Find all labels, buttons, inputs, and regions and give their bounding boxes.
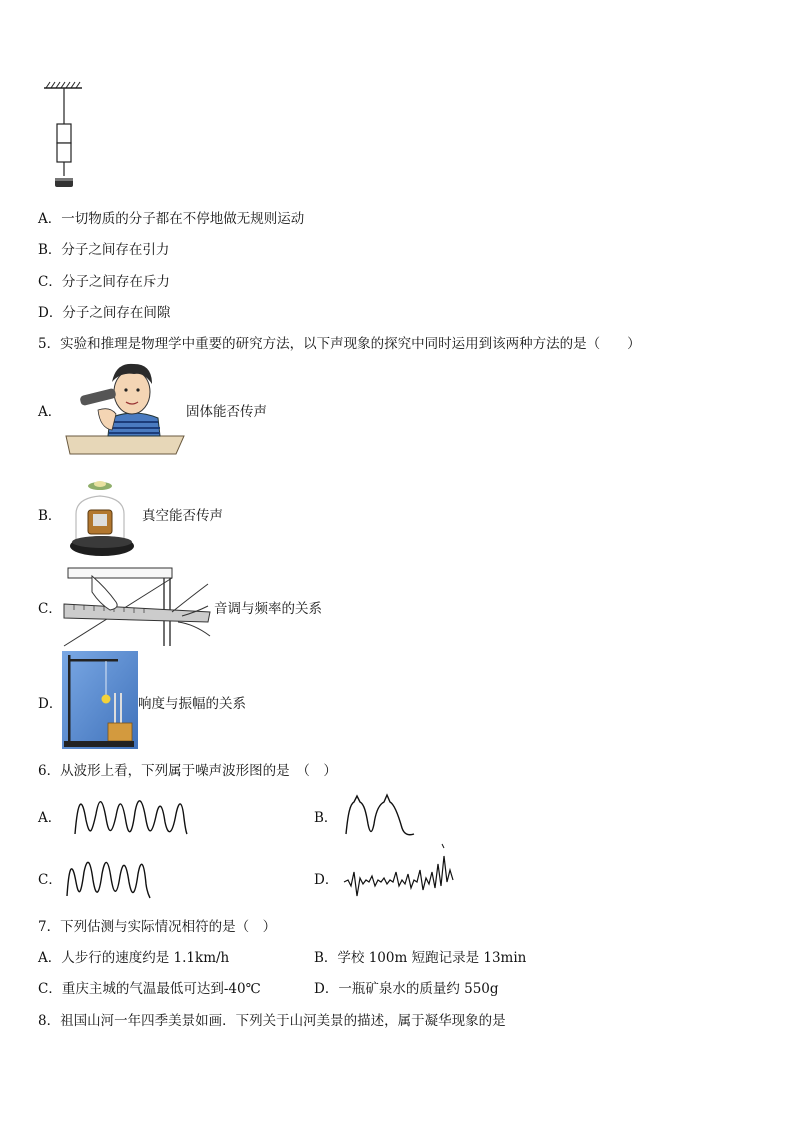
q4-option-b: B．分子之间存在引力 bbox=[38, 242, 170, 258]
tuning-fork-ball-figure bbox=[62, 651, 138, 749]
q5-option-c-label: 音调与频率的关系 bbox=[214, 601, 322, 617]
q7-option-c: C．重庆主城的气温最低可达到-40℃ bbox=[38, 981, 261, 997]
q4-option-c: C．分子之间存在斥力 bbox=[38, 274, 170, 290]
waveform-b bbox=[344, 792, 420, 838]
q5-option-d-label: 响度与振幅的关系 bbox=[138, 696, 246, 712]
q4-option-d: D．分子之间存在间隙 bbox=[38, 305, 171, 321]
q6-option-c-letter: C． bbox=[38, 872, 62, 888]
waveform-c bbox=[64, 854, 154, 900]
boy-ear-on-table-figure bbox=[64, 358, 186, 456]
q5-option-b-label: 真空能否传声 bbox=[142, 508, 223, 524]
q7-option-d: D．一瓶矿泉水的质量约 550g bbox=[314, 981, 499, 997]
q5-option-c-letter: C． bbox=[38, 601, 62, 617]
bell-jar-figure bbox=[68, 474, 142, 560]
waveform-d bbox=[342, 842, 458, 908]
q7-option-b: B．学校 100m 短跑记录是 13min bbox=[314, 950, 527, 966]
q6-option-b-letter: B． bbox=[314, 810, 338, 826]
q5-option-a-letter: A． bbox=[38, 404, 62, 420]
q5-option-a-label: 固体能否传声 bbox=[186, 404, 267, 420]
q7-option-a: A．人步行的速度约是 1.1km/h bbox=[38, 950, 230, 966]
waveform-a bbox=[72, 792, 190, 838]
q6-option-d-letter: D． bbox=[314, 872, 339, 888]
hanging-blocks-figure bbox=[44, 80, 84, 192]
q6-option-a-letter: A． bbox=[38, 810, 62, 826]
q5-option-b-letter: B． bbox=[38, 508, 62, 524]
q4-option-a: A．一切物质的分子都在不停地做无规则运动 bbox=[38, 211, 305, 227]
q7-stem: 7．下列估测与实际情况相符的是（ ） bbox=[38, 919, 277, 935]
q8-stem: 8．祖国山河一年四季美景如画．下列关于山河美景的描述，属于凝华现象的是 bbox=[38, 1013, 506, 1029]
q6-stem: 6．从波形上看，下列属于噪声波形图的是 （ ） bbox=[38, 763, 337, 779]
ruler-on-table-figure bbox=[62, 566, 214, 648]
q5-option-d-letter: D． bbox=[38, 696, 63, 712]
q5-stem: 5．实验和推理是物理学中重要的研究方法，以下声现象的探究中同时运用到该两种方法的是（ ） bbox=[38, 336, 641, 352]
